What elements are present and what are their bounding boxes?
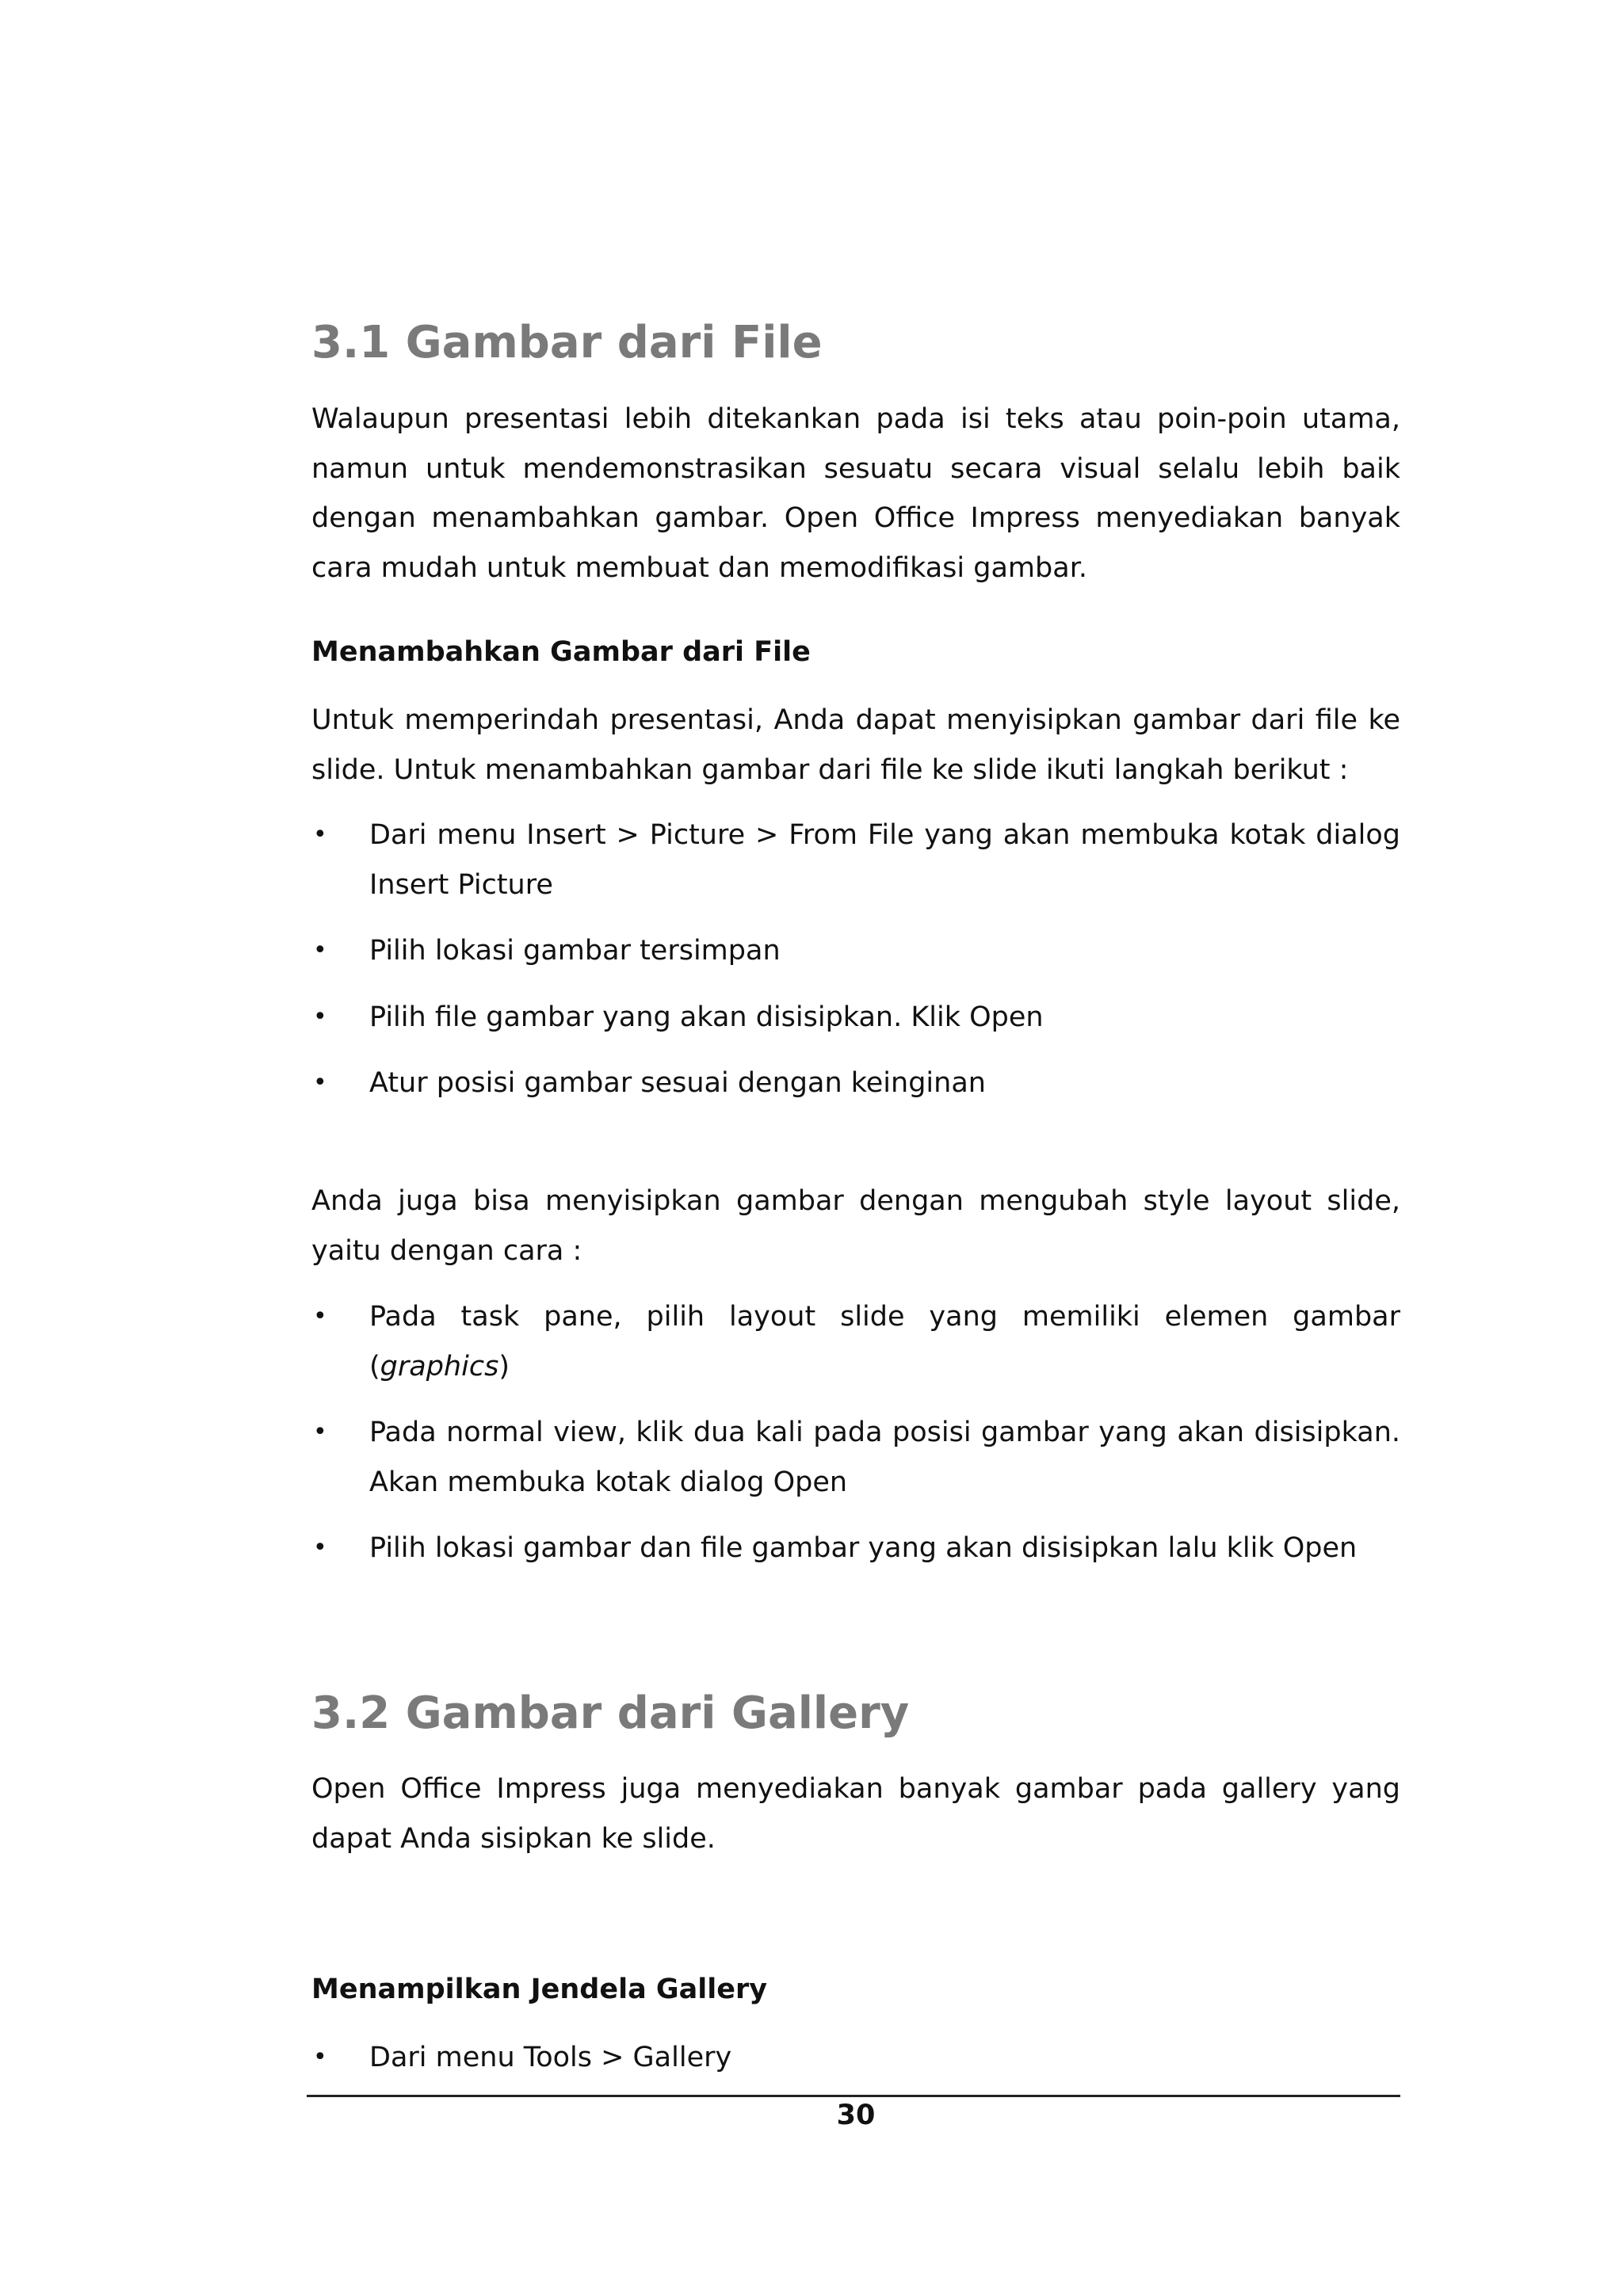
page-number: 30 (836, 2100, 876, 2131)
list-item: • Pilih file gambar yang akan disisipkan. Klik Open (311, 993, 1400, 1043)
bullet-icon: • (313, 936, 327, 964)
bullet-icon: • (313, 1534, 327, 1562)
bullet-icon: • (313, 2043, 327, 2071)
list-item: • Dari menu Tools > Gallery (311, 2033, 1400, 2083)
subheading-menambahkan-gambar: Menambahkan Gambar dari File (311, 636, 811, 668)
bullet-icon: • (313, 1418, 327, 1446)
bullet-icon: • (313, 1069, 327, 1097)
section-1-intro: Walaupun presentasi lebih ditekankan pada isi teks atau poin-poin utama, namun untuk mendemonstrasikan sesuatu secara visual selalu lebih baik dengan menambahkan gambar. Open Office Impress menyediakan banyak cara mudah untuk membuat dan memodifikasi gambar. (311, 403, 1400, 584)
list-item: • Pilih lokasi gambar dan file gambar yang akan disisipkan lalu klik Open (311, 1524, 1400, 1573)
bullet-icon: • (313, 1302, 327, 1330)
subheading-menampilkan-jendela-gallery: Menampilkan Jendela Gallery (311, 1974, 768, 2005)
document-page (311, 0, 1400, 2296)
list-item: • Dari menu Insert > Picture > From File yang akan membuka kotak dialog Insert Picture (311, 810, 1400, 910)
list-item: • Pilih lokasi gambar tersimpan (311, 926, 1400, 976)
bullet-icon: • (313, 821, 327, 849)
steps-list-2 (311, 1292, 1400, 1590)
list-item: • Atur posisi gambar sesuai dengan keinginan (311, 1058, 1400, 1108)
section-heading-3-2: 3.2 Gambar dari Gallery (311, 1688, 910, 1739)
italic-term: graphics (380, 1350, 499, 1383)
section-1-paragraph-2: Anda juga bisa menyisipkan gambar dengan mengubah style layout slide, yaitu dengan cara : (311, 1185, 1400, 1267)
bullet-icon: • (313, 1002, 327, 1031)
section-2-intro: Open Office Impress juga menyediakan banyak gambar pada gallery yang dapat Anda sisipkan ke slide. (311, 1773, 1400, 1855)
steps-list-3 (311, 2033, 1400, 2100)
section-1-paragraph-1: Untuk memperindah presentasi, Anda dapat menyisipkan gambar dari file ke slide. Untuk menambahkan gambar dari file ke slide ikuti langkah berikut : (311, 704, 1400, 786)
steps-list-1 (311, 810, 1400, 1125)
list-item: • Pada task pane, pilih layout slide yang memiliki elemen gambar (graphics) (311, 1292, 1400, 1391)
section-heading-3-1: 3.1 Gambar dari File (311, 317, 823, 368)
footer-divider (307, 2095, 1400, 2097)
list-item: • Pada normal view, klik dua kali pada posisi gambar yang akan disisipkan. Akan membuka kotak dialog Open (311, 1408, 1400, 1507)
